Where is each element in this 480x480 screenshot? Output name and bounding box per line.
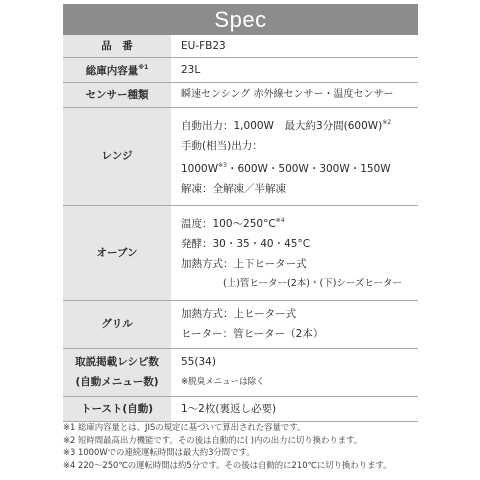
grill-heating: 加熱方式：上ヒーター式 (181, 308, 297, 320)
range-manual-rest: ・600W・500W・300W・150W (226, 163, 391, 175)
capacity-label-text: 総庫内容量 (85, 65, 139, 77)
range-thaw: 解凍：全解凍／半解凍 (181, 183, 286, 195)
footnote: ※2 短時間最高出力機能です。その後は自動的に( )内の出力に切り換わります。 (63, 434, 363, 445)
range-value (171, 107, 418, 205)
table-row (63, 82, 418, 107)
recipes-note: ※脱臭メニューは除く (181, 377, 265, 387)
recipes-label-line2: (自動メニュー数) (75, 376, 159, 388)
model-value: EU-FB23 (171, 35, 418, 57)
grill-label: グリル (63, 300, 171, 348)
footnote: ※1 総庫内容量とは、JISの規定に基づいて算出された容量です。 (63, 422, 306, 432)
capacity-value: 23L (171, 57, 418, 82)
recipes-label (63, 348, 171, 396)
range-auto-output (181, 113, 418, 136)
sensor-value-text: 瞬速センシング 赤外線センサー・温度センサー (181, 89, 394, 100)
table-row (63, 107, 418, 205)
spec-title: Spec (63, 4, 418, 35)
capacity-note-mark: ※1 (138, 64, 149, 71)
table-row (63, 205, 418, 300)
range-auto-output-mark: ※2 (382, 119, 392, 126)
table-row (63, 57, 418, 82)
oven-label: オーブン (63, 205, 171, 300)
oven-temp-text: 温度：100～250°C (181, 218, 276, 230)
oven-temp-mark: ※4 (275, 217, 285, 224)
oven-heating: 加熱方式：上下ヒーター式 (181, 258, 307, 270)
spec-table (63, 35, 418, 422)
range-manual-mark: ※3 (218, 162, 227, 169)
oven-heater: (上)管ヒーター(2本)・(下)シーズヒーター (223, 278, 403, 289)
table-row (63, 35, 418, 57)
toast-label: トースト(自動) (63, 396, 171, 421)
grill-value (171, 300, 418, 348)
recipes-count: 55(34) (181, 356, 216, 368)
oven-ferment: 発酵：30・35・40・45°C (181, 238, 311, 250)
recipes-label-line1: 取説掲載レシピ数 (75, 356, 159, 368)
footnote: ※3 1000Wでの連続運転時間は最大約3分間です。 (63, 447, 255, 457)
toast-value: 1～2枚(裏返し必要) (171, 396, 418, 421)
table-row (63, 348, 418, 396)
sensor-label: センサー種類 (63, 82, 171, 107)
range-manual-output (181, 156, 418, 179)
range-manual-heading: 手動(相当)出力： (181, 140, 263, 152)
capacity-label (63, 57, 171, 82)
sensor-value (171, 82, 418, 107)
recipes-value (171, 348, 418, 396)
range-label: レンジ (63, 107, 171, 205)
footnotes (63, 421, 423, 471)
footnote: ※4 220～250℃の運転時間は約5分です。その後は自動的に210℃に切り換わります。 (63, 459, 392, 470)
range-manual-first: 1000W (181, 163, 219, 175)
table-row (63, 300, 418, 348)
oven-value (171, 205, 418, 300)
model-label: 品 番 (63, 35, 171, 57)
range-auto-output-text: 自動出力：1,000W 最大約3分間(600W) (181, 120, 383, 132)
oven-temp (181, 211, 418, 234)
table-row (63, 396, 418, 421)
grill-heater: ヒーター：管ヒーター（2本） (181, 328, 324, 340)
